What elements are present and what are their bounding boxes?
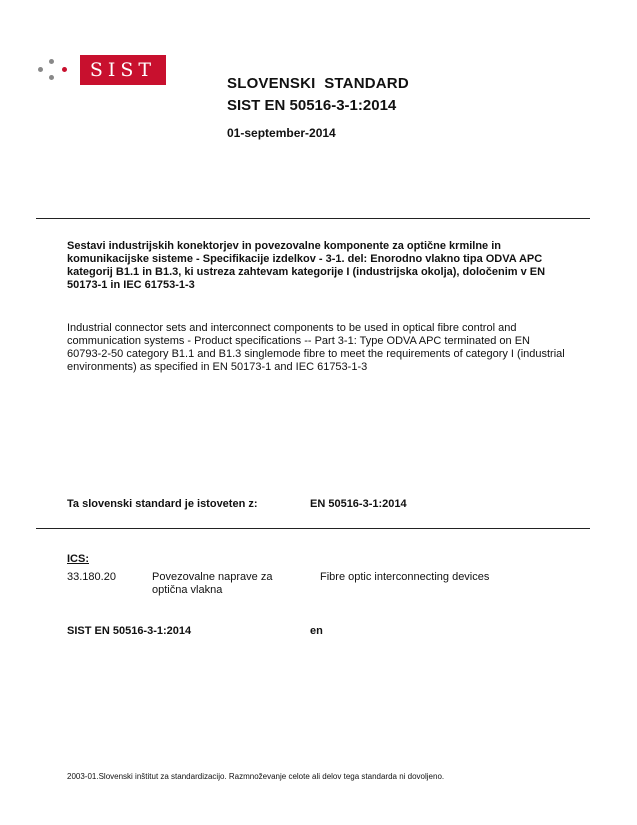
logo-dot — [38, 67, 43, 72]
identical-value: EN 50516-3-1:2014 — [310, 498, 407, 510]
divider-top — [36, 218, 590, 219]
copyright-notice: 2003-01.Slovenski inštitut za standardizacijo. Razmnoževanje celote ali delov tega standarda ni dovoljeno. — [67, 772, 445, 781]
logo-dot — [49, 75, 54, 80]
slovenian-title: Sestavi industrijskih konektorjev in povezovalne komponente za optične krmilne in komunikacijske sisteme - Specifikacije izdelkov - 3-1. del: Enorodno vlakno tipa ODVA APC kategorij B1.1 in B1.3, ki ustreza zahtevam kategorije I (industrijska okolja), določenim v EN 50173-1 in IEC 61753-1-3 — [67, 240, 546, 291]
logo-text: SIST — [80, 55, 166, 85]
ics-code: 33.180.20 — [67, 571, 116, 583]
logo-dot — [49, 59, 54, 64]
publication-date: 01-september-2014 — [227, 126, 336, 140]
sist-logo — [36, 55, 164, 85]
language-code: en — [310, 625, 323, 637]
identical-label: Ta slovenski standard je istoveten z: — [67, 498, 258, 510]
logo-dot — [62, 67, 67, 72]
english-title: Industrial connector sets and interconnect components to be used in optical fibre control and communication systems - Product specifications -- Part 3-1: Type ODVA APC terminated on EN 60793-2-50 category B1.1 and B1.3 singlemode fibre to meet the requirements of category I (industrial environments) as specified in EN 50173-1 and IEC 61753-1-3 — [67, 322, 565, 373]
ics-description-sl: Povezovalne naprave za optična vlakna — [152, 571, 273, 596]
standard-type: SLOVENSKI STANDARD — [227, 75, 409, 92]
divider-bottom — [36, 528, 590, 529]
ics-description-en: Fibre optic interconnecting devices — [320, 571, 490, 583]
ics-label: ICS: — [67, 553, 89, 565]
standard-code: SIST EN 50516-3-1:2014 — [227, 97, 397, 114]
standard-code-footer: SIST EN 50516-3-1:2014 — [67, 625, 192, 637]
